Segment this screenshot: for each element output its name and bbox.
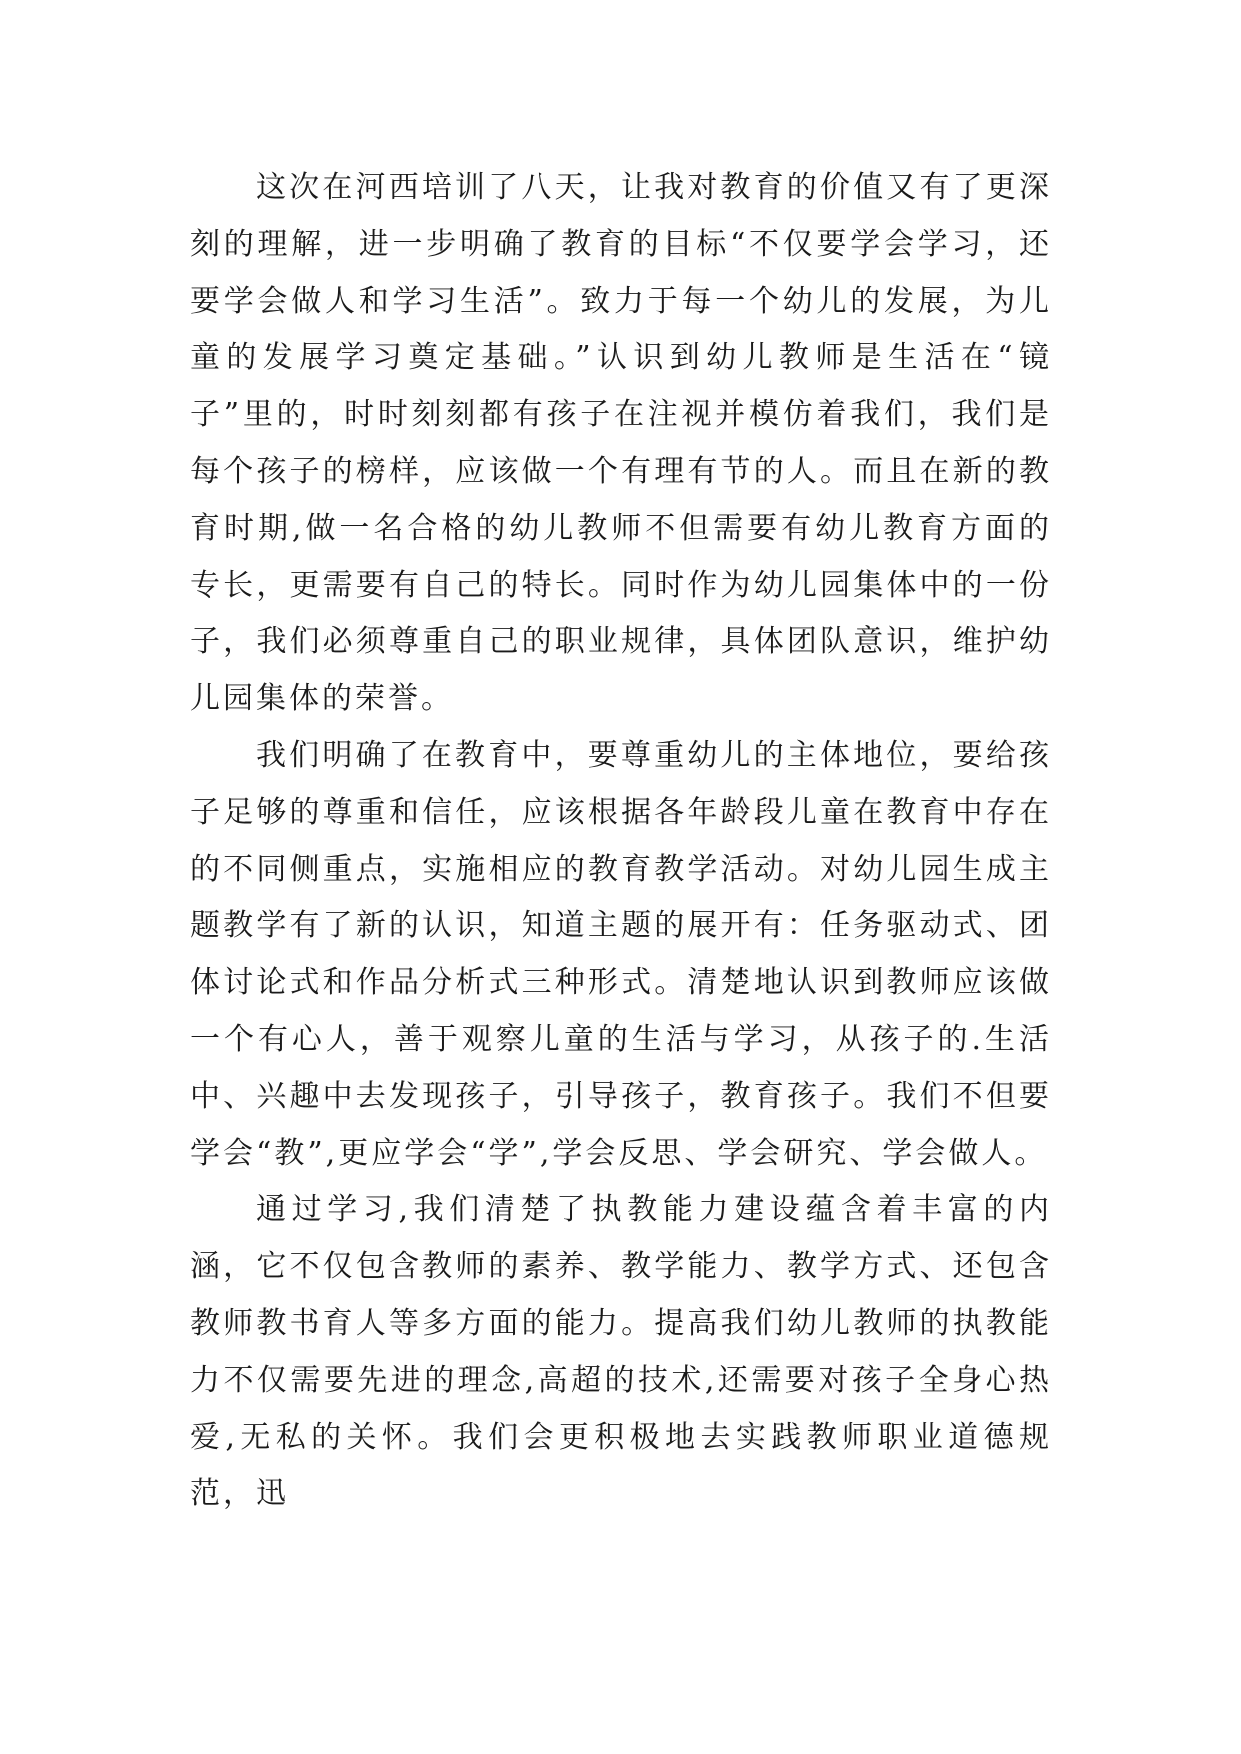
paragraph-3: 通过学习,我们清楚了执教能力建设蕴含着丰富的内涵，它不仅包含教师的素养、教学能力、教学方式、还包含教师教书育人等多方面的能力。提高我们幼儿教师的执教能力不仅需要先进的理念,高超的技术,还需要对孩子全身心热爱,无私的关怀。我们会更积极地去实践教师职业道德规范，迅 <box>190 1192 1052 1512</box>
paragraph-2: 我们明确了在教育中，要尊重幼儿的主体地位，要给孩子足够的尊重和信任，应该根据各年龄段儿童在教育中存在的不同侧重点，实施相应的教育教学活动。对幼儿园生成主题教学有了新的认识，知道主题的展开有：任务驱动式、团体讨论式和作品分析式三种形式。清楚地认识到教师应该做一个有心人，善于观察儿童的生活与学习，从孩子的.生活中、兴趣中去发现孩子，引导孩子，教育孩子。我们不但要学会“教”,更应学会“学”,学会反思、学会研究、学会做人。 <box>190 737 1052 1171</box>
paragraph-1: 这次在河西培训了八天，让我对教育的价值又有了更深刻的理解，进一步明确了教育的目标“不仅要学会学习，还要学会做人和学习生活”。致力于每一个幼儿的发展，为儿童的发展学习奠定基础。”认识到幼儿教师是生活在“镜子”里的，时时刻刻都有孩子在注视并模仿着我们，我们是每个孩子的榜样，应该做一个有理有节的人。而且在新的教育时期,做一名合格的幼儿教师不但需要有幼儿教育方面的专长，更需要有自己的特长。同时作为幼儿园集体中的一份子，我们必须尊重自己的职业规律，具体团队意识，维护幼儿园集体的荣誉。 <box>190 170 1052 717</box>
document-body <box>190 160 1052 1523</box>
